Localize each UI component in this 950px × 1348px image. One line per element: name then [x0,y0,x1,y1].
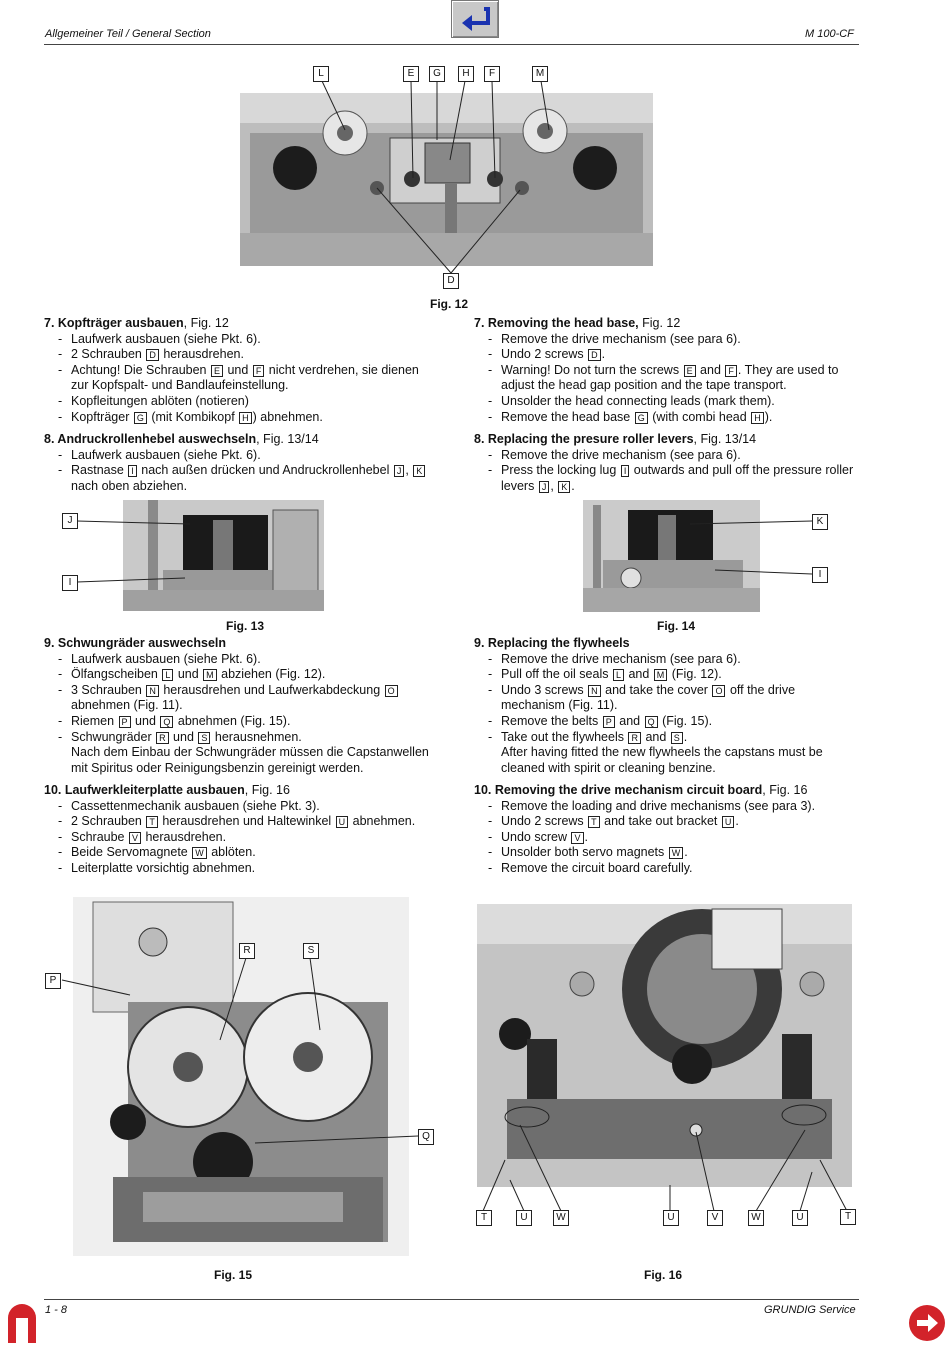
footer-brand: GRUNDIG Service [764,1304,856,1316]
de-s8-item: - Laufwerk ausbauen (siehe Pkt. 6). [44,448,434,464]
next-arrow-icon [908,1304,946,1342]
fig15-label-s: S [303,943,319,959]
en-s8-ref: , Fig. 13/14 [693,432,757,446]
de-s7-item: - Laufwerk ausbauen (siehe Pkt. 6). [44,332,434,348]
footer-rule [44,1299,859,1300]
en-s10-ref: , Fig. 16 [762,783,808,797]
page-number: 1 - 8 [45,1304,68,1316]
en-s7-ref: Fig. 12 [638,316,681,330]
fig13-leader-lines [0,500,300,600]
en-section-10 [474,783,860,877]
de-s8-item: - Rastnase I nach außen drücken und Andruckrollenhebel J , K nach oben abziehen. [44,463,434,494]
en-s7-item: - Remove the head base G (with combi head H ). [474,410,860,426]
en-s10-item: - Undo screw V . [474,830,860,846]
fig15-label-r: R [239,943,255,959]
fig12-label-l: L [313,66,329,82]
de-s9-item: - Riemen P und Q abnehmen (Fig. 15). [44,714,434,730]
en-s9-item: - Undo 3 screws N and take the cover O off the drive mechanism (Fig. 11). [474,683,860,714]
fig12-label-d: D [443,273,459,289]
fig16-label-u: U [663,1210,679,1226]
fig13-label-j: J [62,513,78,529]
fig14-label-i: I [812,567,828,583]
de-s9-item: - Laufwerk ausbauen (siehe Pkt. 6). [44,652,434,668]
fig16-leader-lines [470,1100,870,1220]
en-s7-title: 7. Removing the head base, [474,316,639,330]
en-s10-item: - Remove the loading and drive mechanisms (see para 3). [474,799,860,815]
de-s7-item: - 2 Schrauben D herausdrehen. [44,347,434,363]
header-model: M 100-CF [805,28,854,40]
de-section-9 [44,636,434,776]
en-section-7 [474,316,860,425]
en-s9-item: - Remove the drive mechanism (see para 6). [474,652,860,668]
de-s10-ref: , Fig. 16 [244,783,290,797]
en-s7-item: - Warning! Do not turn the screws E and F . They are used to adjust the head gap position and the tape transport. [474,363,860,394]
fig15-label-p: P [45,973,61,989]
en-s10-item: - Unsolder both servo magnets W . [474,845,860,861]
de-s8-title: 8. Andruckrollenhebel auswechseln [44,432,257,446]
fig16-label-t: T [476,1210,492,1226]
de-s10-item: - Leiterplatte vorsichtig abnehmen. [44,861,434,877]
en-s7-item: - Undo 2 screws D . [474,347,860,363]
fig16-caption: Fig. 16 [644,1268,683,1282]
en-s10-title: 10. Removing the drive mechanism circuit board [474,783,763,797]
fig15-leader-lines [40,940,440,1150]
de-s10-item: - Cassettenmechanik ausbauen (siehe Pkt. 3). [44,799,434,815]
bookmark-icon [4,1304,40,1343]
fig13-label-i: I [62,575,78,591]
en-s9-note: After having fitted the new flywheels the capstans must be cleaned with spirit or cleaning benzine. [501,745,823,775]
fig12-label-e: E [403,66,419,82]
de-s9-item: - Ölfangscheiben L und M abziehen (Fig. 12). [44,667,434,683]
fig16-label-u: U [516,1210,532,1226]
bookmark-button[interactable] [4,1304,40,1343]
fig12-caption: Fig. 12 [430,297,469,311]
de-s7-item: - Achtung! Die Schrauben E und F nicht verdrehen, sie dienen zur Kopfspalt- und Bandlaufeinstellung. [44,363,434,394]
fig15-label-q: Q [418,1129,434,1145]
fig15-caption: Fig. 15 [214,1268,253,1282]
de-section-8 [44,432,434,494]
de-s9-item: - Schwungräder R und S herausnehmen. [44,730,434,746]
de-s9-item: - 3 Schrauben N herausdrehen und Laufwerkabdeckung O abnehmen (Fig. 11). [44,683,434,714]
fig16-label-w: W [553,1210,569,1226]
de-section-10 [44,783,434,877]
de-s7-title: 7. Kopfträger ausbauen [44,316,184,330]
fig16-label-u: U [792,1210,808,1226]
de-s10-title: 10. Laufwerkleiterplatte ausbauen [44,783,245,797]
fig12-label-f: F [484,66,500,82]
en-s10-item: - Remove the circuit board carefully. [474,861,860,877]
header-section-title: Allgemeiner Teil / General Section [45,28,211,40]
fig16-label-t: T [840,1209,856,1225]
en-s9-item: - Remove the belts P and Q (Fig. 15). [474,714,860,730]
fig13-caption: Fig. 13 [226,619,265,633]
en-s8-item: - Press the locking lug I outwards and pull off the pressure roller levers J , K . [474,463,860,494]
en-s8-title: 8. Replacing the presure roller levers [474,432,694,446]
fig14-caption: Fig. 14 [657,619,696,633]
de-s10-item: - Schraube V herausdrehen. [44,830,434,846]
de-s10-item: - 2 Schrauben T herausdrehen und Haltewinkel U abnehmen. [44,814,434,830]
en-s9-item: - Pull off the oil seals L and M (Fig. 12). [474,667,860,683]
next-page-button[interactable] [908,1304,946,1342]
en-s9-item: - Take out the flywheels R and S . [474,730,860,746]
de-s9-note: Nach dem Einbau der Schwungräder müssen die Capstanwellen mit Spiritus oder Reinigungsbenzin gereinigt werden. [71,745,429,775]
fig12-leader-lines [0,0,950,320]
fig12-label-h: H [458,66,474,82]
en-s9-title: 9. Replacing the flywheels [474,636,630,650]
fig16-label-w: W [748,1210,764,1226]
en-s7-item: - Unsolder the head connecting leads (mark them). [474,394,860,410]
de-section-7 [44,316,434,425]
en-s10-item: - Undo 2 screws T and take out bracket U . [474,814,860,830]
en-s8-item: - Remove the drive mechanism (see para 6). [474,448,860,464]
fig14-leader-lines [580,500,820,590]
en-s7-item: - Remove the drive mechanism (see para 6). [474,332,860,348]
de-s7-ref: , Fig. 12 [183,316,229,330]
fig16-label-v: V [707,1210,723,1226]
fig14-label-k: K [812,514,828,530]
en-section-9 [474,636,860,776]
de-s7-item: - Kopfleitungen ablöten (notieren) [44,394,434,410]
de-s10-item: - Beide Servomagnete W ablöten. [44,845,434,861]
de-s8-ref: , Fig. 13/14 [256,432,319,446]
fig12-label-g: G [429,66,445,82]
de-s9-title: 9. Schwungräder auswechseln [44,636,227,650]
de-s7-item: - Kopfträger G (mit Kombikopf H ) abnehmen. [44,410,434,426]
fig12-label-m: M [532,66,548,82]
en-section-8 [474,432,860,494]
